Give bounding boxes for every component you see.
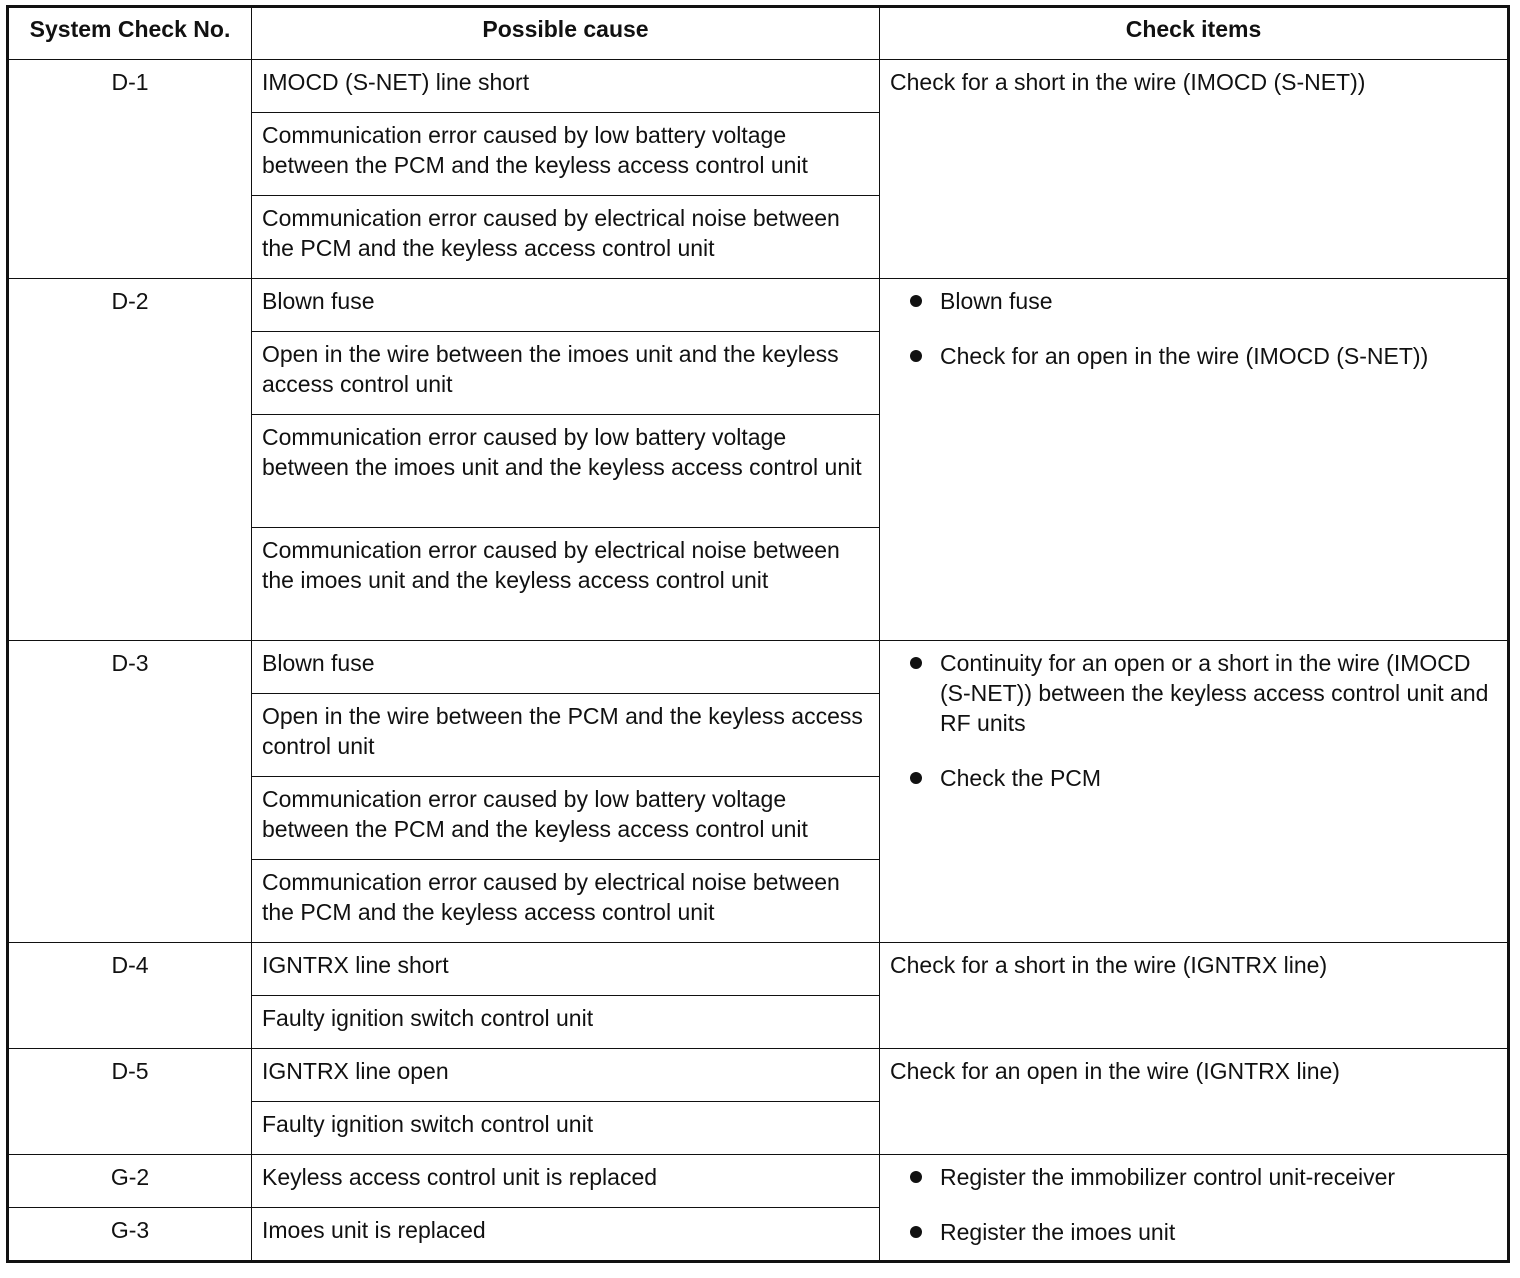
bullet-icon: [910, 1226, 922, 1238]
possible-cause: Open in the wire between the imoes unit and the keyless access control unit: [252, 332, 880, 415]
list-item: [890, 286, 1497, 316]
table-row: [8, 279, 1509, 332]
possible-cause: Faulty ignition switch control unit: [252, 996, 880, 1049]
table-row: [8, 1155, 1509, 1208]
list-item: [890, 763, 1497, 793]
check-item-text: Register the immobilizer control unit-receiver: [940, 1164, 1396, 1190]
table-row: [8, 60, 1509, 113]
table-row: [8, 1049, 1509, 1102]
check-items-cell: [880, 279, 1509, 641]
header-possible-cause: Possible cause: [252, 7, 880, 60]
possible-cause: IGNTRX line open: [252, 1049, 880, 1102]
check-items-cell: [880, 1049, 1509, 1155]
possible-cause: Communication error caused by low battery voltage between the PCM and the keyless access control unit: [252, 113, 880, 196]
possible-cause: Open in the wire between the PCM and the keyless access control unit: [252, 694, 880, 777]
header-system-check-no: System Check No.: [8, 7, 252, 60]
header-row: [8, 7, 1509, 60]
check-items-cell: [880, 1155, 1509, 1262]
check-item-text: Continuity for an open or a short in the wire (IMOCD (S-NET)) between the keyless access control unit and RF units: [940, 650, 1489, 736]
check-item-text: Check for a short in the wire (IMOCD (S-NET)): [890, 69, 1366, 95]
check-items-cell: [880, 60, 1509, 279]
bullet-icon: [910, 295, 922, 307]
possible-cause: Keyless access control unit is replaced: [252, 1155, 880, 1208]
check-items-list: [890, 1162, 1497, 1247]
bullet-icon: [910, 350, 922, 362]
system-check-no: G-3: [8, 1208, 252, 1262]
bullet-icon: [910, 772, 922, 784]
table-row: [8, 641, 1509, 694]
possible-cause: Communication error caused by electrical noise between the PCM and the keyless access control unit: [252, 860, 880, 943]
check-items-cell: [880, 943, 1509, 1049]
header-check-items: Check items: [880, 7, 1509, 60]
check-items-list: [890, 648, 1497, 793]
bullet-icon: [910, 657, 922, 669]
check-item-text: Check for an open in the wire (IMOCD (S-NET)): [940, 343, 1429, 369]
check-item-text: Register the imoes unit: [940, 1219, 1176, 1245]
possible-cause: Faulty ignition switch control unit: [252, 1102, 880, 1155]
check-item-text: Check the PCM: [940, 765, 1102, 791]
possible-cause: Communication error caused by electrical noise between the PCM and the keyless access control unit: [252, 196, 880, 279]
table-row: [8, 943, 1509, 996]
possible-cause: Communication error caused by low battery voltage between the PCM and the keyless access control unit: [252, 777, 880, 860]
system-check-no: D-5: [8, 1049, 252, 1155]
possible-cause: Imoes unit is replaced: [252, 1208, 880, 1262]
system-check-no: D-1: [8, 60, 252, 279]
possible-cause: IGNTRX line short: [252, 943, 880, 996]
system-check-no: G-2: [8, 1155, 252, 1208]
check-table: [6, 5, 1510, 1263]
system-check-no: D-4: [8, 943, 252, 1049]
possible-cause: Blown fuse: [252, 641, 880, 694]
list-item: [890, 648, 1497, 738]
possible-cause: Communication error caused by electrical noise between the imoes unit and the keyless access control unit: [252, 528, 880, 641]
possible-cause: Communication error caused by low battery voltage between the imoes unit and the keyless access control unit: [252, 415, 880, 528]
check-item-text: Check for a short in the wire (IGNTRX line): [890, 952, 1328, 978]
system-check-no: D-3: [8, 641, 252, 943]
possible-cause: Blown fuse: [252, 279, 880, 332]
check-item-text: Blown fuse: [940, 288, 1053, 314]
list-item: [890, 1162, 1497, 1192]
system-check-no: D-2: [8, 279, 252, 641]
bullet-icon: [910, 1171, 922, 1183]
check-items-list: [890, 286, 1497, 371]
list-item: [890, 341, 1497, 371]
possible-cause: IMOCD (S-NET) line short: [252, 60, 880, 113]
check-items-cell: [880, 641, 1509, 943]
check-item-text: Check for an open in the wire (IGNTRX line): [890, 1058, 1340, 1084]
list-item: [890, 1217, 1497, 1247]
